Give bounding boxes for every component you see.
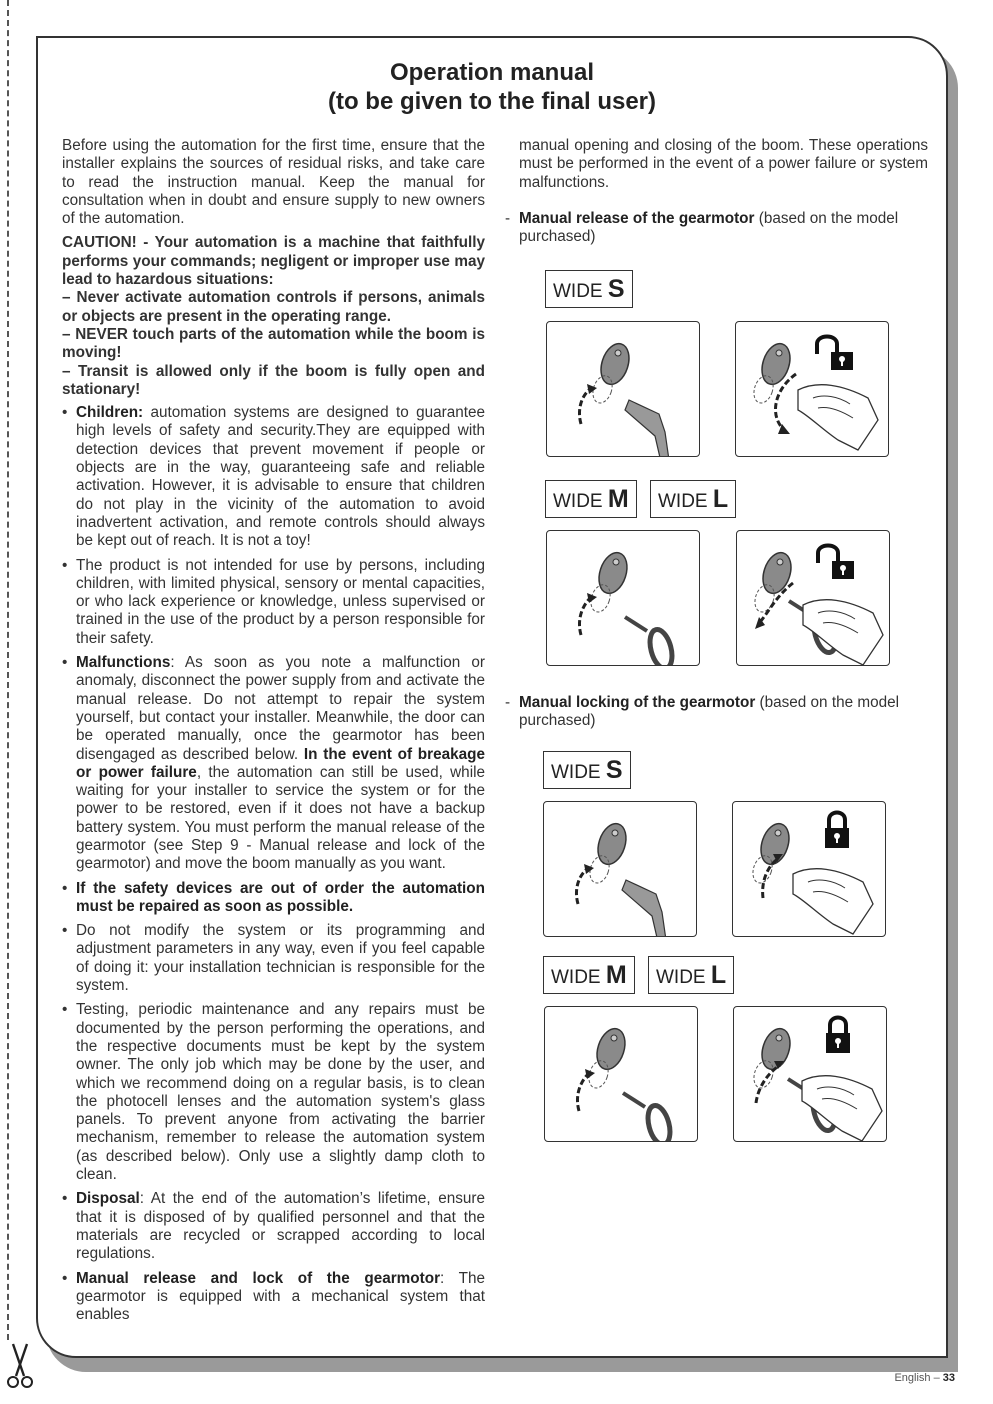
figure-lock-ml-open (544, 1006, 698, 1142)
flap-icon (750, 820, 794, 885)
lock-icon (825, 813, 849, 849)
release-heading: - Manual release of the gearmotor (based on the model purchased) (505, 209, 899, 246)
list-item-malfunctions: • Malfunctions: As soon as you note a malfunction or anomaly, disconnect the power supply from and activate the manual release. Do not attempt to repair the system yourself, but contact your installer. Meanwhile, the door can be operated manually, once the gearmotor has been disengaged as described below. In the event of breakage or power failure, the automation can still be used, while waiting for your installer to service the system or for the power to be restored, even if it does not have a backup battery system. You must perform the manual release of the gearmotor (see Step 9 - Manual release and lock of the gearmotor) and move the boom manually as you want. (62, 654, 485, 873)
flap-icon (588, 549, 632, 614)
hand-icon (802, 1076, 882, 1141)
right-column (505, 137, 928, 246)
left-column (62, 137, 485, 1330)
key-icon (625, 617, 676, 666)
locking-section (505, 694, 928, 731)
figure-release-ml-open (546, 530, 700, 666)
list-item-modify: • Do not modify the system or its programming and adjustment parameters in any way, even if you feel capable of doing it: your installation technician is responsible for the system. (62, 922, 485, 995)
flap-icon (587, 820, 631, 885)
label-wide-s-release: WIDE S (545, 270, 633, 308)
unlock-icon (818, 546, 854, 580)
list-item-children: • Children: automation systems are designed to guarantee high levels of safety and security.They are equipped with detection devices that prevent movement if people or objects are in the way, guaranteeing safe and reliable activation. However, it is advisable to ensure that children do not play in the vicinity of the automation to avoid inadvertent activation, and remote controls should always be kept out of reach. It is not a toy! (62, 404, 485, 550)
list-item-testing: • Testing, periodic maintenance and any repairs must be documented by the person performing the operations, and the respective documents must be kept by the system owner. The only job which may be done by the user, and which we recommend doing on a regular basis, is to clean the photocell lenses and the automation system's glass panels. To prevent anyone from activating the barrier mechanism, remember to release the automation system (as described below). Only use a slightly damp cloth to clean. (62, 1001, 485, 1184)
figure-release-s-open (546, 321, 700, 457)
hand-icon (803, 600, 883, 665)
label-wide-l-release: WIDE L (650, 480, 736, 518)
label-wide-s-lock: WIDE S (543, 751, 631, 789)
lock-icon (826, 1018, 850, 1054)
page-title: Operation manual (to be given to the final user) (327, 59, 657, 115)
flap-icon (590, 340, 634, 405)
continuation-paragraph: manual opening and closing of the boom. These operations must be performed in the event of a power failure or system malfunctions. (519, 137, 928, 191)
caution-block: CAUTION! - Your automation is a machine that faithfully performs your commands; negligent or improper use may lead to hazardous situations: – Never activate automation controls if persons, animals or objects are present in the operating range. – NEVER touch parts of the automation while the boom is moving! – Transit is allowed only if the boom is fully open and stationary! (62, 234, 485, 398)
figure-lock-s-open (543, 801, 697, 937)
label-wide-m-lock: WIDE M (543, 956, 635, 994)
key-icon (623, 1093, 674, 1142)
lever-icon (625, 400, 669, 457)
hand-icon (793, 869, 873, 934)
intro-paragraph: Before using the automation for the first time, ensure that the installer explains the sources of residual risks, and take care to read the instruction manual. Keep the manual for consultation when in doubt and ensure supply to new owners of the automation. (62, 137, 485, 228)
label-wide-m-release: WIDE M (545, 480, 637, 518)
unlock-icon (817, 337, 853, 371)
flap-icon (751, 340, 795, 405)
lever-icon (622, 880, 666, 937)
locking-heading: - Manual locking of the gearmotor (based on the model purchased) (505, 694, 899, 730)
label-wide-l-lock: WIDE L (648, 956, 734, 994)
hand-icon (798, 385, 878, 450)
figure-lock-ml-lock (733, 1006, 887, 1142)
figure-lock-s-lock (732, 801, 886, 937)
list-item-product: • The product is not intended for use by persons, including children, with limited physical, sensory or mental capacities, or who lack experience or knowledge, unless supervised or trained in the use of the product by a person responsible for their safety. (62, 556, 485, 647)
figure-release-s-unlock (735, 321, 889, 457)
list-item-disposal: • Disposal: At the end of the automation’s lifetime, ensure that it is disposed of by qualified personnel and that the materials are recycled or scrapped according to local regulations. (62, 1190, 485, 1263)
flap-icon (586, 1025, 630, 1090)
page-footer: English – 33 (894, 1372, 955, 1384)
scissors-icon (4, 1342, 36, 1390)
list-item-safety: • If the safety devices are out of order the automation must be repaired as soon as possible. (62, 879, 485, 915)
cut-line (7, 0, 9, 1340)
figure-release-ml-unlock (736, 530, 890, 666)
list-item-manual-release: • Manual release and lock of the gearmotor: The gearmotor is equipped with a mechanical system that enables (62, 1269, 485, 1324)
bullet-list (62, 404, 485, 1324)
